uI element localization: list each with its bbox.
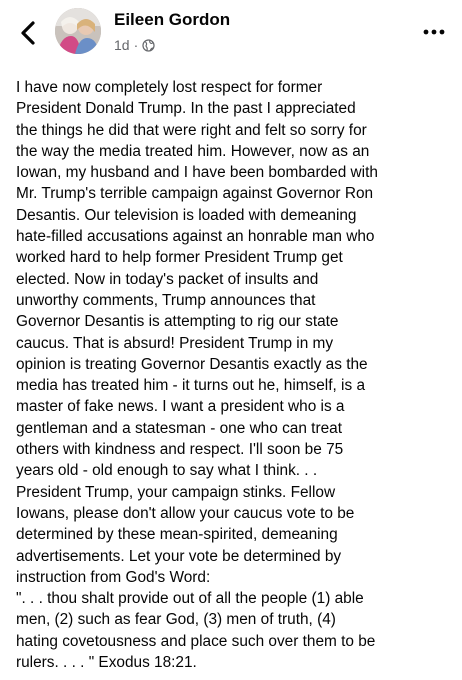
more-dots-icon [422,22,446,42]
post-text-line: hating covetousness and place such over them to be [16,632,376,650]
back-button[interactable] [14,18,44,48]
post-text-line: advertisements. Let your vote be determined by [16,547,342,565]
post-text [16,77,456,673]
chevron-left-icon [14,18,44,48]
post-text-line: years old - old enough to say what I think. . . [16,462,318,480]
post-text-line: opinion is treating Governor Desantis exactly as the [16,355,368,373]
post-text-line: instruction from God's Word: [16,568,211,586]
profile-photo [55,8,101,54]
post-text-line: Iowan, my husband and I have been bombarded with [16,164,378,182]
post-text-line: Governor Desantis is attempting to rig our state [16,313,339,331]
post-header [0,0,462,62]
post-text-line: ". . . thou shalt provide out of all the people (1) able [16,590,364,608]
post-text-line: I have now completely lost respect for former [16,79,323,96]
author-name[interactable]: Eileen Gordon [114,10,231,29]
more-options-button[interactable] [422,22,446,42]
post-text-line: hate-filled accusations against an honrable man who [16,228,375,246]
post-text-line: Iowans, please don't allow your caucus vote to be [16,504,355,522]
post-text-line: determined by these mean-spirited, demeaning [16,526,338,544]
post-text-line: the way the media treated him. However, now as an [16,142,370,160]
post-meta [114,36,155,54]
globe-icon[interactable] [142,39,155,52]
post-text-line: the things he did that were right and felt so sorry for [16,121,367,139]
meta-separator: · [133,37,139,53]
post-text-line: media has treated him - it turns out he, himself, is a [16,377,366,395]
post-text-line: Mr. Trump's terrible campaign against Governor Ron [16,185,374,203]
post-timestamp[interactable]: 1d [114,37,130,53]
avatar[interactable] [55,8,101,54]
post-text-line: others with kindness and respect. I'll soon be 75 [16,441,344,459]
post-text-line: men, (2) such as fear God, (3) men of truth, (4) [16,611,336,629]
post-text-line: master of fake news. I want a president who is a [16,398,345,416]
post-text-line: worked hard to help former President Trump get [16,249,343,267]
post-text-line: gentleman and a statesman - one who can treat [16,419,342,437]
post-text-line: rulers. . . . " Exodus 18:21. [16,654,197,672]
post-text-line: Desantis. Our television is loaded with demeaning [16,206,357,224]
post-text-line: elected. Now in today's packet of insults and [16,270,319,288]
post-text-line: caucus. That is absurd! President Trump in my [16,334,334,352]
post-text-line: unworthy comments, Trump announces that [16,291,316,309]
post-text-line: President Trump, your campaign stinks. Fellow [16,483,336,501]
post-text-line: President Donald Trump. In the past I appreciated [16,100,356,118]
